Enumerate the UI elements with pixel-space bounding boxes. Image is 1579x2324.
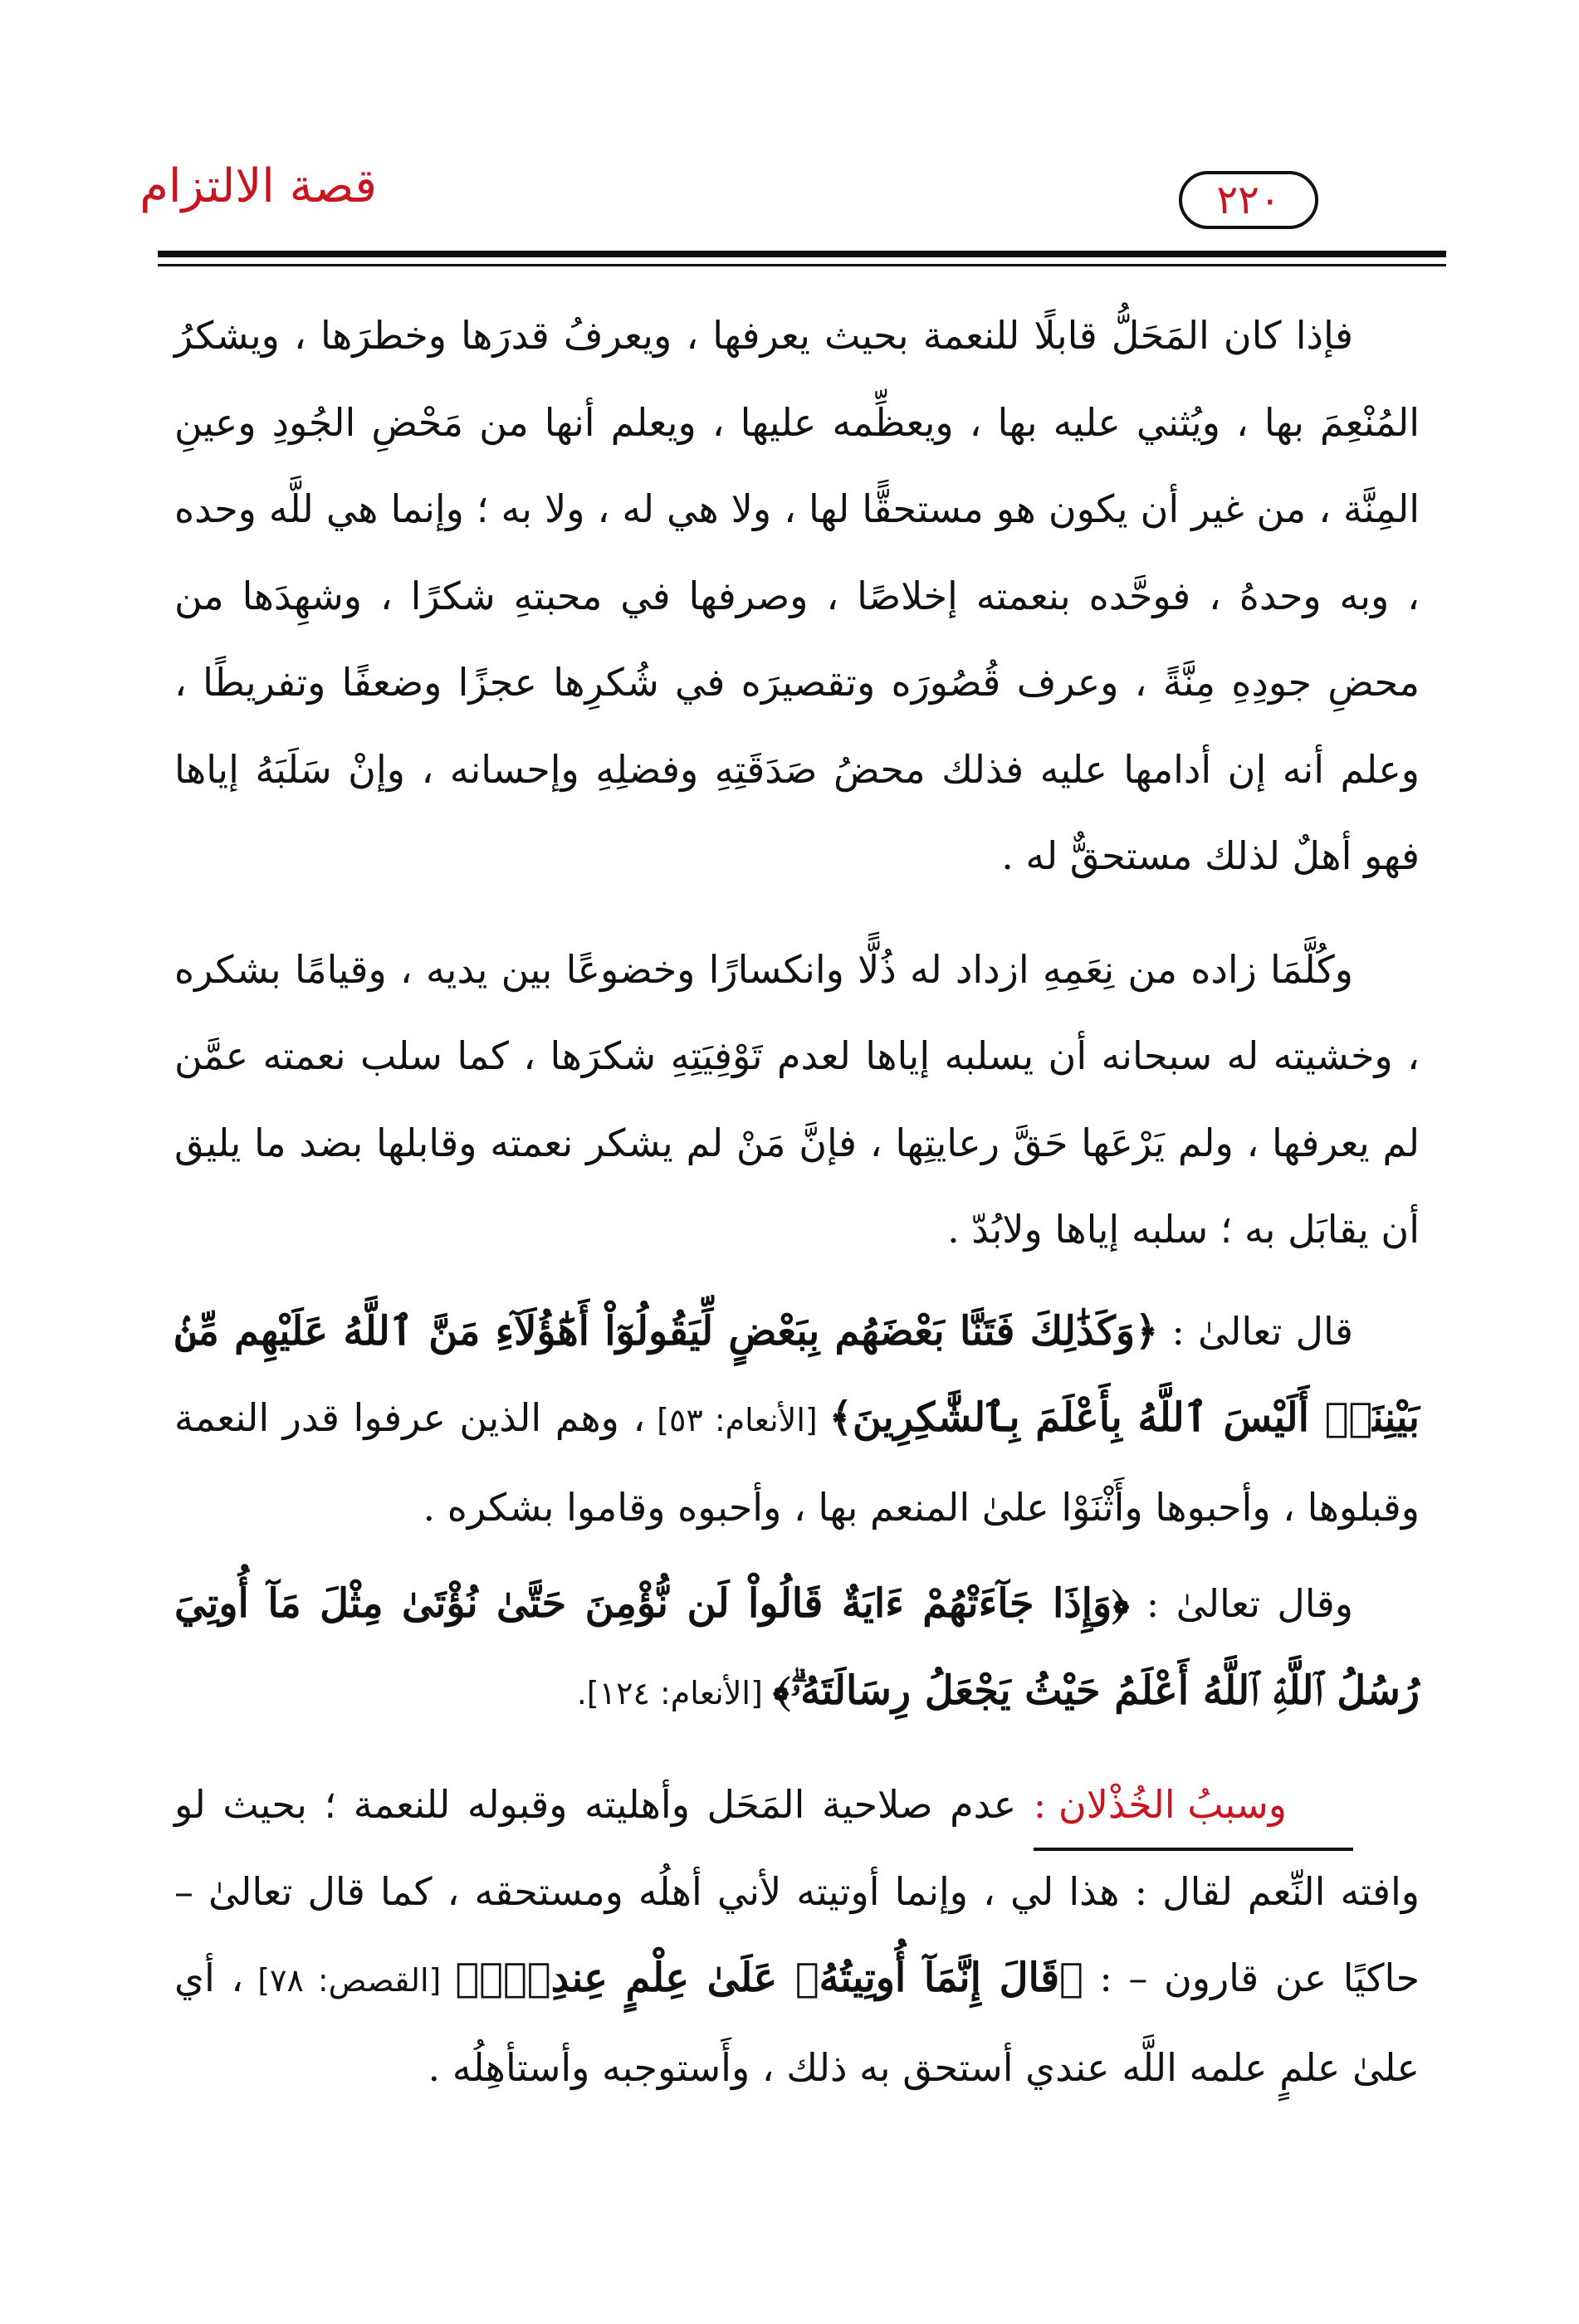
paragraph-4-intro: وقال تعالىٰ : [1129, 1581, 1354, 1626]
paragraph-2 [174, 926, 1420, 1273]
paragraph-5-text-b: ، أي علىٰ علمٍ علمه اللَّه عندي أستحق به ذلك ، وأَستوجبه وأستأهِلُه . [174, 1955, 1420, 2090]
paragraph-1 [174, 292, 1420, 900]
quran-verse-anam-53: ﴿وَكَذَٰلِكَ فَتَنَّا بَعْضَهُم بِبَعْضٍ لِّيَقُولُوٓاْ أَهَٰٓؤُلَآءِ مَنَّ ٱللَّهُ عَلَيْهِم مِّنۢ بَيْنِنَآۗ أَلَيْسَ ٱللَّهُ بِأَعْلَمَ بِٱلشَّٰكِرِينَ﴾ [174, 1307, 1420, 1441]
verse-reference-anam-124: [الأنعام: ١٢٤]. [576, 1674, 773, 1711]
paragraph-3-intro: قال تعالىٰ : [1158, 1308, 1353, 1354]
verse-reference-qasas-78: [القصص: ٧٨] [243, 1962, 456, 1999]
paragraph-5 [174, 1761, 1420, 2111]
header-rule-thin [158, 264, 1446, 266]
book-title: قصة الالتزام [139, 159, 377, 213]
page-number: ٢٢٠ [1216, 177, 1281, 223]
page-number-badge [1179, 171, 1318, 229]
paragraph-1-text: فإذا كان المَحَلُّ قابلًا للنعمة بحيث يعرفها ، ويعرفُ قدرَها وخطرَها ، ويشكرُ المُنْعِمَ بها ، ويُثني عليه بها ، ويعظِّمه عليها ، ويعلم أنها من مَحْضِ الجُودِ وعينِ المِنَّة ، من غير أن يكون هو مستحقًّا لها ، ولا هي له ، ولا به ؛ وإنما هي للَّه وحده ، وبه وحدهُ ، فوحَّده بنعمته إخلاصًا ، وصرفها في محبتهِ شكرًا ، وشهِدَها من محضِ جودِهِ مِنَّةً ، وعرف قُصُورَه وتقصيرَه في شُكرِها عجزًا وضعفًا وتفريطًا ، وعلم أنه إن أدامها عليه فذلك محضُ صَدَقَتِهِ وفضلِهِ وإحسانه ، وإنْ سَلَبَهُ إياها فهو أهلٌ لذلك مستحقٌّ له . [174, 313, 1420, 878]
quran-verse-qasas-78: ﴿قَالَ إِنَّمَآ أُوتِيتُهُۥ عَلَىٰ عِلْمٍ عِندِيٓۚ﴾ [455, 1955, 1083, 2001]
paragraph-2-text: وكُلَّمَا زاده من نِعَمِهِ ازداد له ذُلًّا وانكسارًا وخضوعًا بين يديه ، وقيامًا بشكره ، وخشيته له سبحانه أن يسلبه إياها لعدم تَوْفِيَتِهِ شكرَها ، كما سلب نعمته عمَّن لم يعرفها ، ولم يَرْعَها حَقَّ رعايتِها ، فإنَّ مَنْ لم يشكر نعمته وقابلها بضد ما يليق أن يقابَل به ؛ سلبه إياها ولابُدّ . [174, 946, 1420, 1252]
header-rule-thick [158, 251, 1446, 257]
quran-verse-anam-124: ﴿وَإِذَا جَآءَتْهُمْ ءَايَةٌ قَالُواْ لَن نُّؤْمِنَ حَتَّىٰ نُؤْتَىٰ مِثْلَ مَآ أُوتِيَ رُسُلُ ٱللَّهِۘ ٱللَّهُ أَعْلَمُ حَيْثُ يَجْعَلُ رِسَالَتَهُۥۗ﴾ [174, 1580, 1420, 1714]
paragraph-3 [174, 1288, 1420, 1551]
section-term-khudhlan: وسببُ الخُذْلان : [1034, 1781, 1353, 1851]
page-body [174, 292, 1420, 2137]
paragraph-5-text-a: عدم صلاحية المَحَل وأهليته وقبوله للنعمة ؛ بحيث لو وافته النِّعم لقال : هذا لي ، وإنما أوتيته لأني أهلُه ومستحقه ، كما قال تعالىٰ – حاكيًا عن قارون – : [174, 1782, 1420, 2000]
verse-reference-anam-53: [الأنعام: ٥٣] [645, 1402, 829, 1438]
paragraph-4 [174, 1560, 1420, 1736]
paragraph-3-rest: ، وهم الذين عرفوا قدر النعمة وقبلوها ، وأحبوها وأَثْنَوْا علىٰ المنعم بها ، وأحبوه وقاموا بشكره . [174, 1395, 1420, 1530]
